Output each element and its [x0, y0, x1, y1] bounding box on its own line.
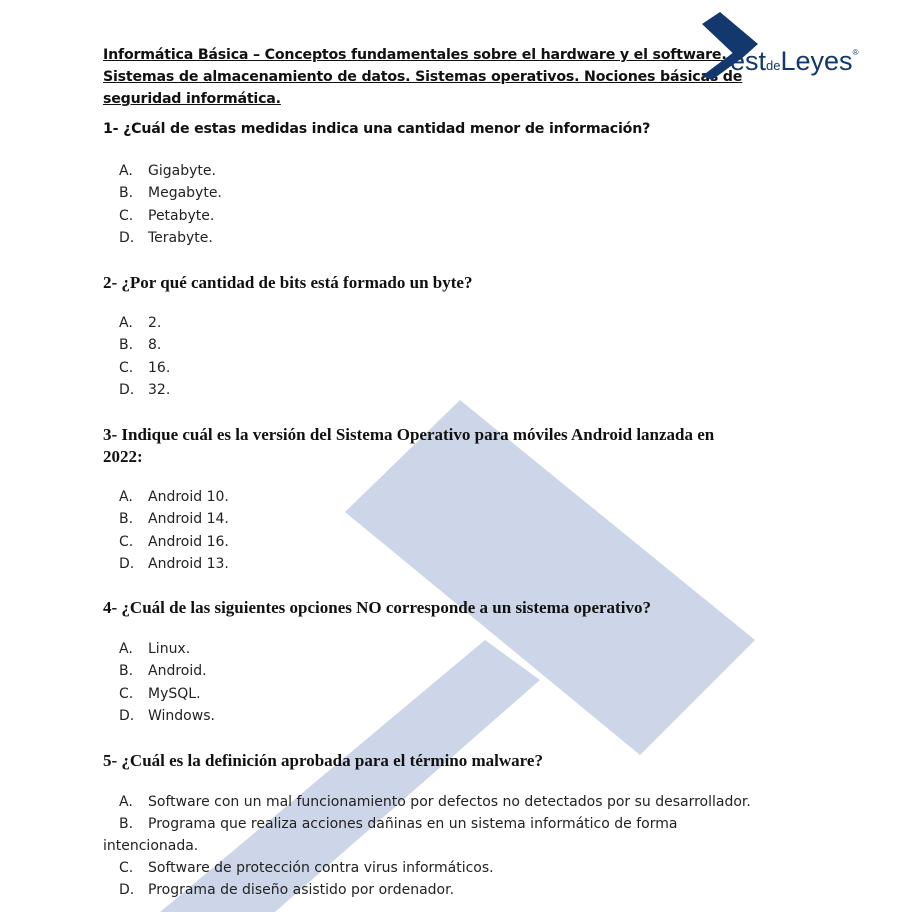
option-3d[interactable]: D. Android 13. — [119, 555, 229, 572]
option-2a[interactable]: A. 2. — [119, 315, 162, 331]
brand-logo — [730, 46, 858, 77]
option-1c[interactable]: C. Petabyte. — [119, 207, 215, 224]
question-2-title: 2- ¿Por qué cantidad de bits está formado un byte? — [103, 273, 473, 292]
option-3b[interactable]: B. Android 14. — [119, 511, 229, 528]
option-4a[interactable]: A. Linux. — [119, 641, 191, 657]
option-1d[interactable]: D. Terabyte. — [119, 229, 213, 246]
question-2-options — [103, 312, 763, 401]
option-5c[interactable]: C. Software de protección contra virus informáticos. — [119, 860, 494, 876]
question-1-title: 1- ¿Cuál de estas medidas indica una cantidad menor de información? — [103, 121, 651, 137]
question-5-title: 5- ¿Cuál es la definición aprobada para el término malware? — [103, 751, 543, 770]
question-1-options — [103, 160, 763, 249]
option-4b[interactable]: B. Android. — [119, 663, 207, 680]
option-2c[interactable]: C. 16. — [119, 359, 171, 376]
logo-text-est: est — [730, 46, 767, 76]
question-3-title: 3- Indique cuál es la versión del Sistema Operativo para móviles Android lanzada en 2022: — [103, 425, 715, 466]
question-4-title: 4- ¿Cuál de las siguientes opciones NO corresponde a un sistema operativo? — [103, 598, 651, 617]
logo-text-leyes: Leyes — [780, 46, 853, 76]
option-3a[interactable]: A. Android 10. — [119, 489, 229, 505]
option-1b[interactable]: B. Megabyte. — [119, 185, 222, 202]
option-2b[interactable]: B. 8. — [119, 337, 162, 354]
question-3-options — [103, 486, 763, 575]
registered-mark: ® — [852, 48, 859, 57]
option-5b[interactable]: B. Programa que realiza acciones dañinas en un sistema informático de forma intencionada. — [103, 816, 678, 854]
document-title: Informática Básica – Conceptos fundamentales sobre el hardware y el software. Sistemas de almacenamiento de datos. Sistemas operativos. Nociones básicas de seguridad informática. — [103, 47, 743, 107]
logo-text-de: de — [766, 58, 781, 73]
question-4-options — [103, 638, 763, 727]
option-5d[interactable]: D. Programa de diseño asistido por ordenador. — [119, 882, 455, 898]
option-4d[interactable]: D. Windows. — [119, 707, 215, 724]
option-2d[interactable]: D. 32. — [119, 381, 171, 398]
option-5a[interactable]: A. Software con un mal funcionamiento por defectos no detectados por su desarrollador. — [119, 794, 751, 810]
question-5-options — [103, 791, 763, 901]
option-4c[interactable]: C. MySQL. — [119, 685, 201, 702]
option-1a[interactable]: A. Gigabyte. — [119, 163, 216, 179]
option-3c[interactable]: C. Android 16. — [119, 533, 229, 550]
